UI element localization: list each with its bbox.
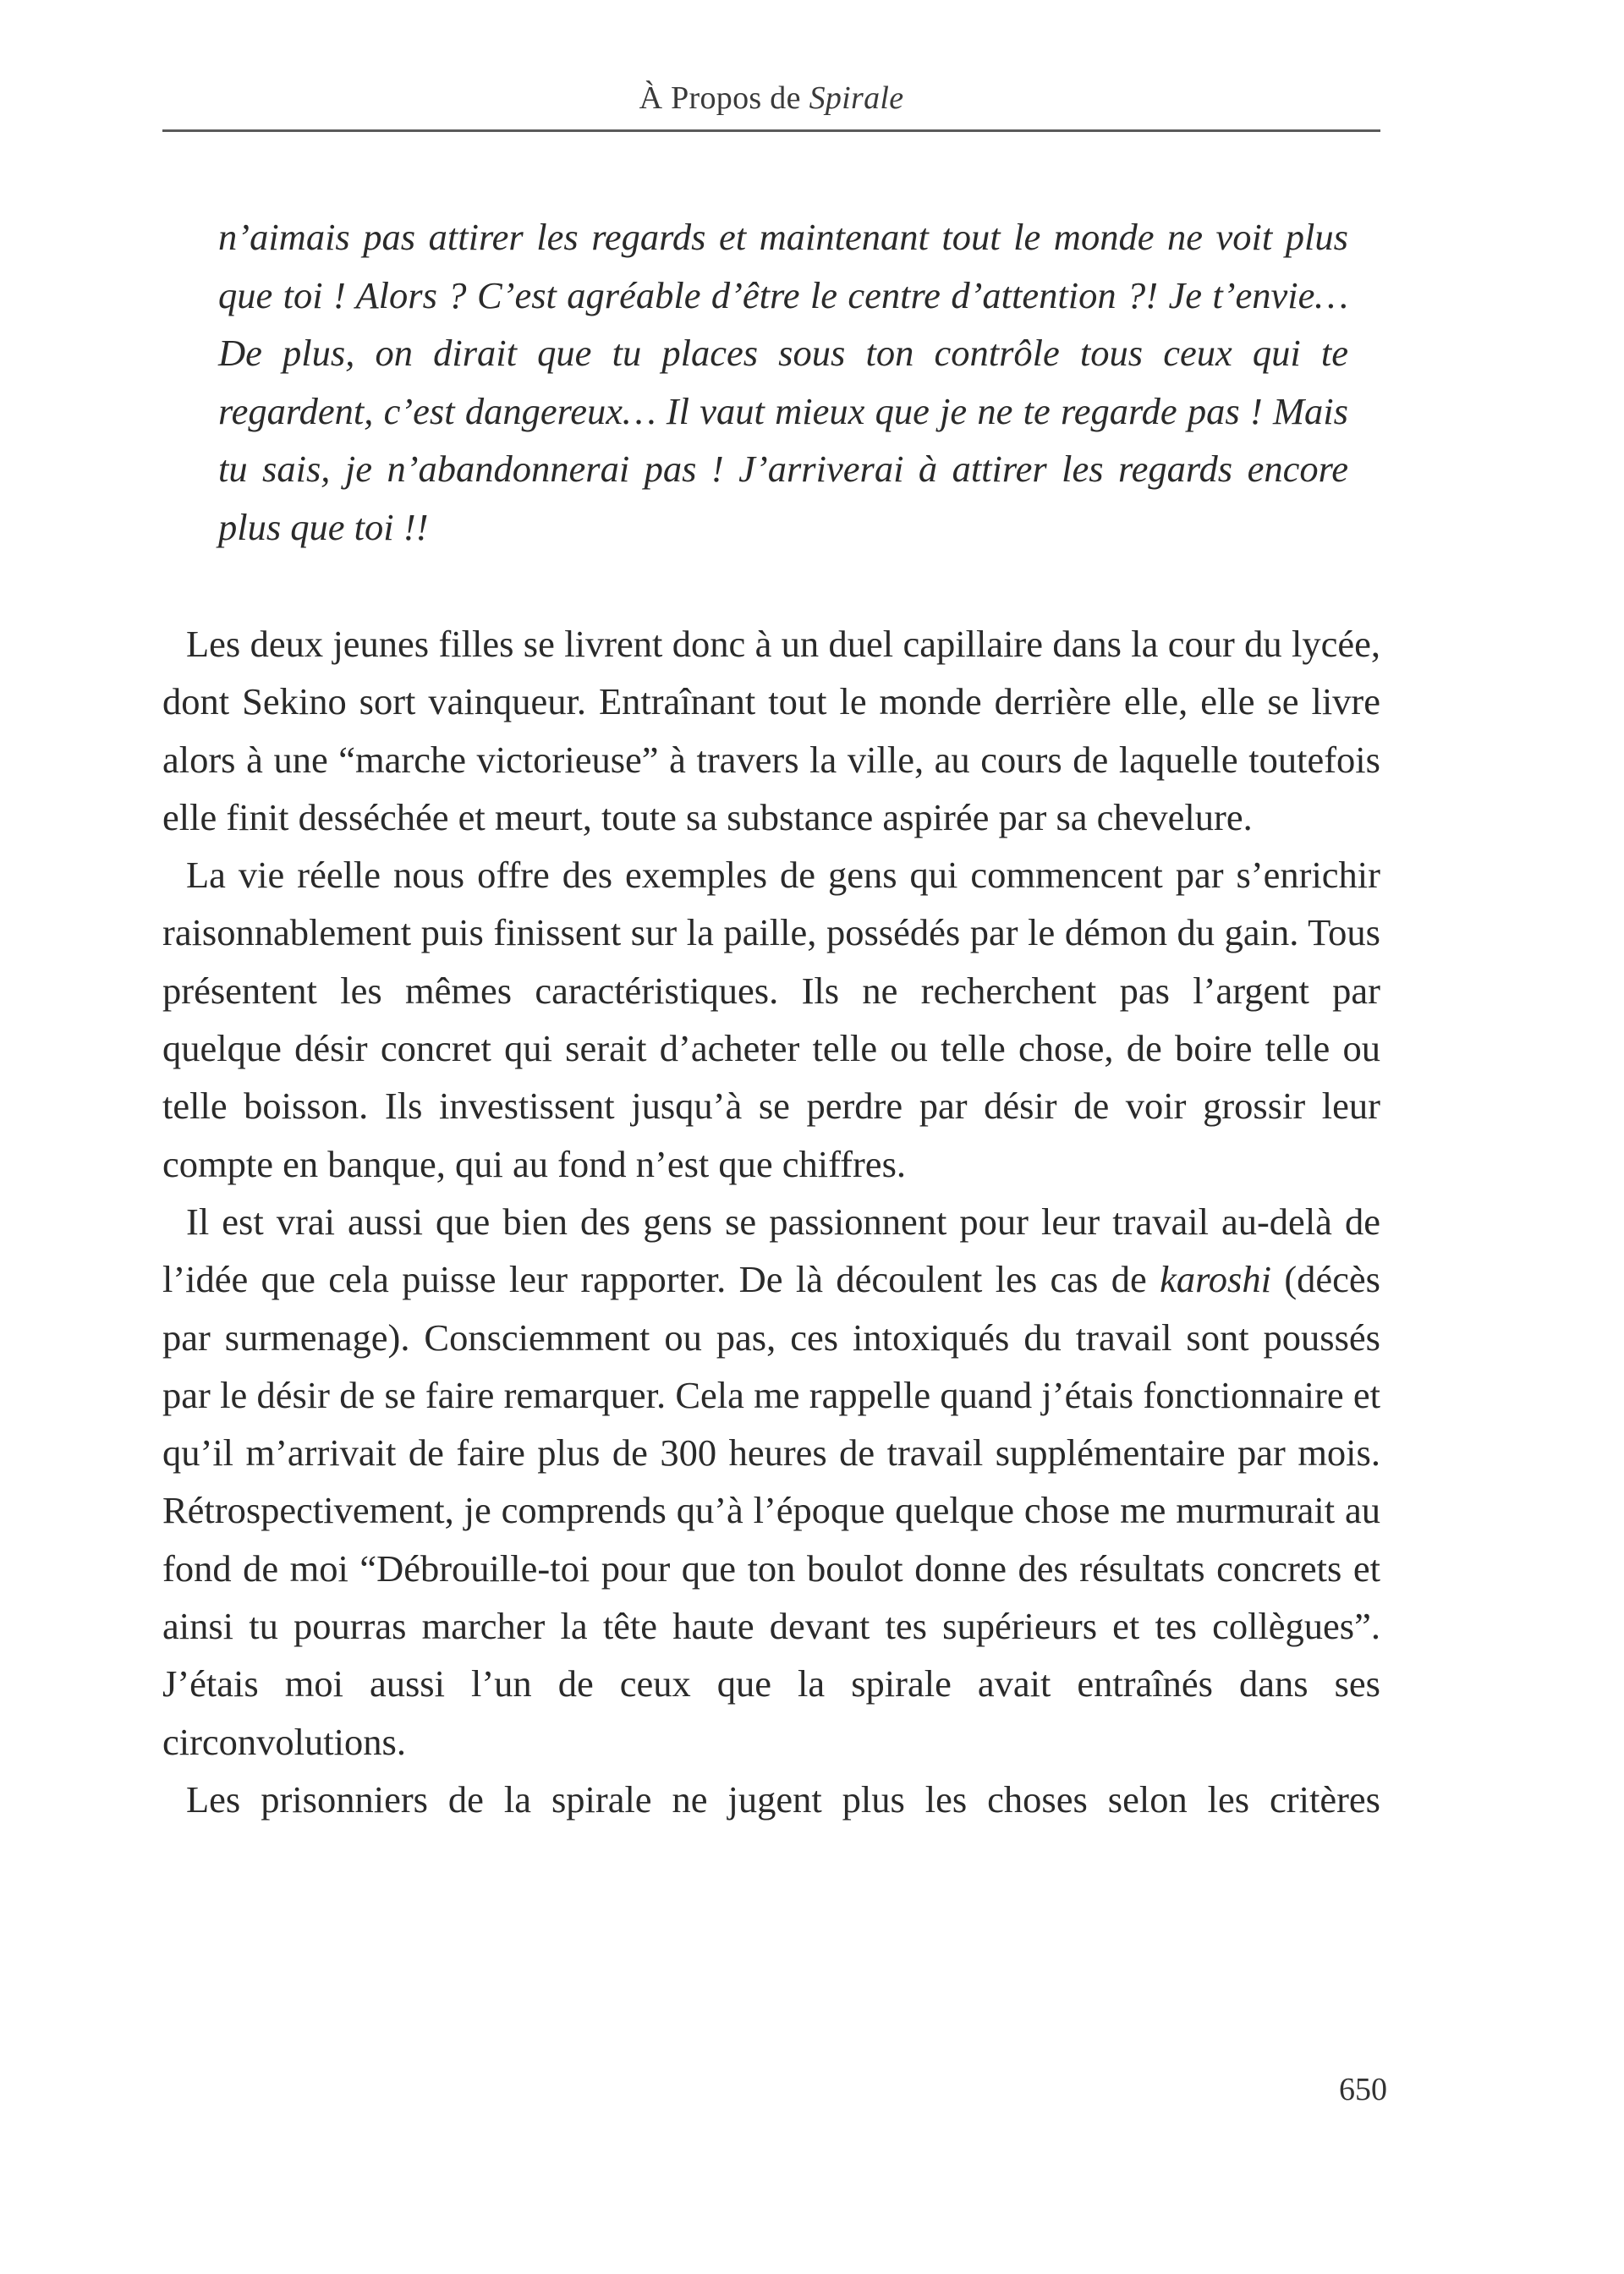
body-text bbox=[162, 615, 1380, 1828]
paragraph: La vie réelle nous offre des exemples de gens qui commencent par s’enrichir raisonnablement puis finissent sur la paille, possédés par le démon du gain. Tous présentent les mêmes caractéristiques. Ils ne recherchent pas l’argent par quelque désir concret qui serait d’acheter telle ou telle chose, de boire telle ou telle boisson. Ils investissent jusqu’à se perdre par désir de voir grossir leur compte en banque, qui au fond n’est que chiffres. bbox=[162, 854, 1380, 1185]
paragraph-text: (décès par surmenage). Consciemment ou pas, ces intoxiqués du travail sont poussés par le désir de se faire remarquer. Cela me rappelle quand j’étais fonctionnaire et qu’il m’arrivait de faire plus de 300 heures de travail supplémentaire par mois. Rétrospectivement, je comprends qu’à l’époque quelque chose me murmurait au fond de moi “Débrouille-toi pour que ton boulot donne des résultats concrets et ainsi tu pourras marcher la tête haute devant tes supérieurs et tes collègues”. J’étais moi aussi l’un de ceux que la spirale avait entraînés dans ses circonvolutions. bbox=[162, 1258, 1380, 1763]
paragraph: Les prisonniers de la spirale ne jugent plus les choses selon les critères bbox=[186, 1777, 1380, 1821]
paragraph: Les deux jeunes filles se livrent donc à un duel capillaire dans la cour du lycée, dont Sekino sort vainqueur. Entraînant tout le monde derrière elle, elle se livre alors à une “marche victorieuse” à travers la ville, au cours de laquelle toutefois elle finit desséchée et meurt, toute sa substance aspirée par sa chevelure. bbox=[162, 623, 1380, 838]
italic-term: karoshi bbox=[1160, 1258, 1271, 1301]
header-rule bbox=[162, 129, 1380, 132]
paragraph bbox=[162, 1193, 1380, 1771]
running-head bbox=[162, 78, 1380, 118]
running-head-book-title: Spirale bbox=[809, 80, 904, 116]
italic-quote-block bbox=[218, 208, 1348, 556]
running-head-prefix: À Propos de bbox=[639, 80, 809, 116]
paragraph-text: Il est vrai aussi que bien des gens se passionnent pour leur travail au-delà de l’idée que cela puisse leur rapporter. De là découlent les cas de bbox=[162, 1200, 1380, 1301]
quote-text: n’aimais pas attirer les regards et maintenant tout le monde ne voit plus que toi ! Alors ? C’est agréable d’être le centre d’attention ?! Je t’envie… De plus, on dirait que tu places sous ton contrôle tous ceux qui te regardent, c’est dangereux… Il vaut mieux que je ne te regarde pas ! Mais tu sais, je n’abandonnerai pas ! J’arriverai à attirer les regards encore plus que toi !! bbox=[218, 216, 1348, 548]
page-number: 650 bbox=[1339, 2072, 1387, 2107]
